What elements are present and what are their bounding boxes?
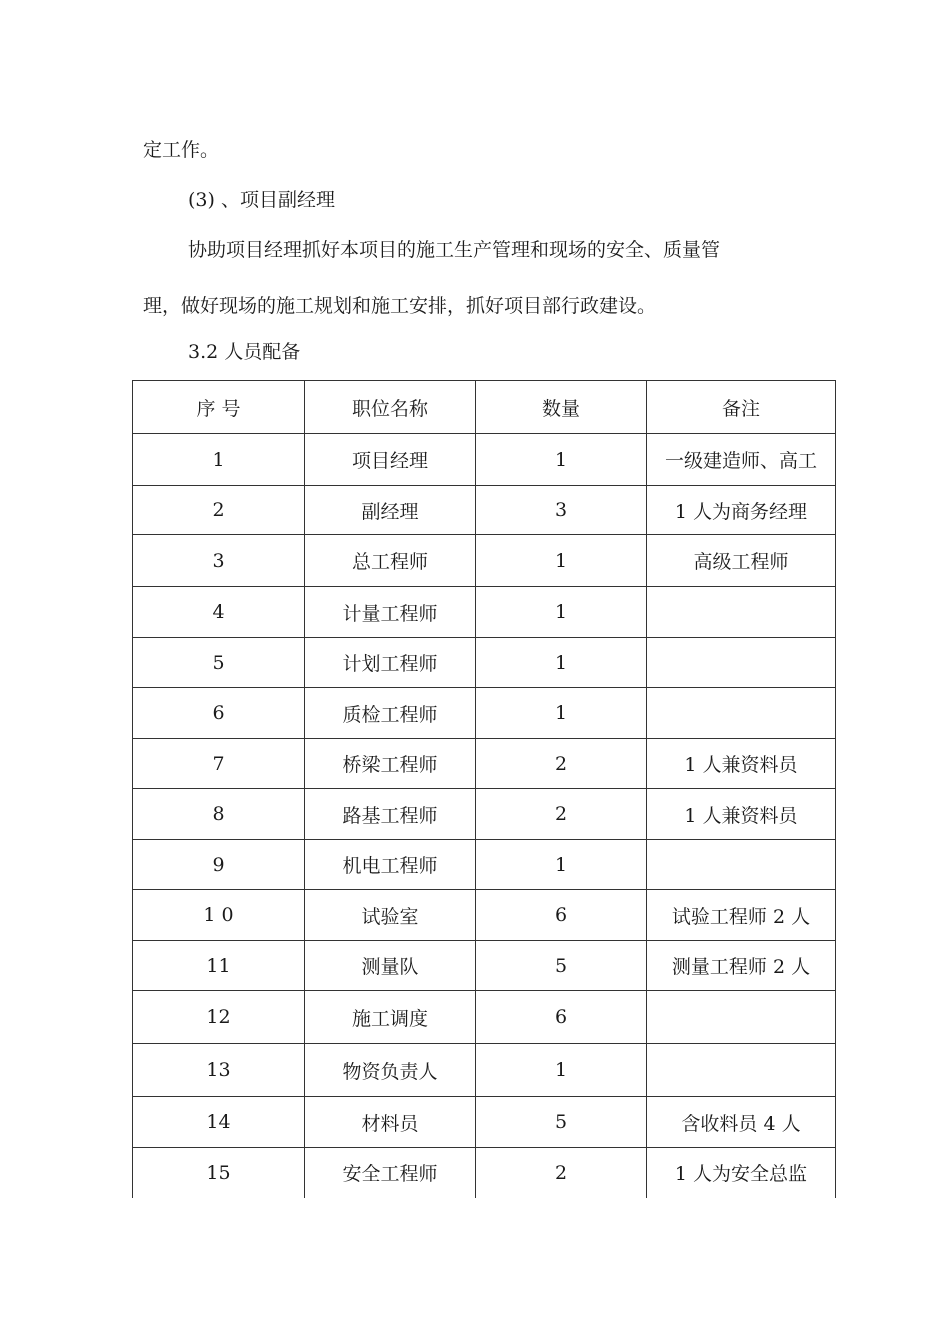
header-remark: 备注	[647, 381, 836, 434]
cell-position: 计量工程师	[305, 587, 476, 638]
cell-remark: 一级建造师、高工	[647, 434, 836, 486]
cell-count: 3	[476, 486, 647, 535]
cell-remark: 高级工程师	[647, 535, 836, 587]
cell-no: 15	[133, 1148, 305, 1198]
header-position: 职位名称	[305, 381, 476, 434]
table-row	[133, 1148, 836, 1198]
table-row	[133, 535, 836, 587]
cell-no: 8	[133, 789, 305, 840]
cell-remark: 1 人兼资料员	[647, 739, 836, 789]
table-row	[133, 1097, 836, 1148]
cell-position: 副经理	[305, 486, 476, 535]
cell-position: 路基工程师	[305, 789, 476, 840]
table-row	[133, 1044, 836, 1097]
cell-remark: 1 人兼资料员	[647, 789, 836, 840]
table-row	[133, 688, 836, 739]
cell-no: 6	[133, 688, 305, 739]
cell-count: 1	[476, 1044, 647, 1097]
cell-no: 7	[133, 739, 305, 789]
cell-remark	[647, 587, 836, 638]
cell-position: 计划工程师	[305, 638, 476, 688]
cell-count: 6	[476, 991, 647, 1044]
cell-position: 安全工程师	[305, 1148, 476, 1198]
table-row	[133, 739, 836, 789]
header-count: 数量	[476, 381, 647, 434]
cell-position: 项目经理	[305, 434, 476, 486]
cell-remark: 试验工程师 2 人	[647, 890, 836, 941]
paragraph-line-4: 理，做好现场的施工规划和施工安排，抓好项目部行政建设。	[143, 295, 657, 317]
table-row	[133, 486, 836, 535]
table-row	[133, 941, 836, 991]
cell-no: 2	[133, 486, 305, 535]
cell-remark	[647, 991, 836, 1044]
table-row	[133, 840, 836, 890]
cell-count: 1	[476, 840, 647, 890]
cell-count: 2	[476, 739, 647, 789]
paragraph-line-1: 定工作。	[143, 139, 220, 161]
table-row	[133, 991, 836, 1044]
cell-count: 6	[476, 890, 647, 941]
cell-no: 1	[133, 434, 305, 486]
cell-remark	[647, 1044, 836, 1097]
cell-position: 测量队	[305, 941, 476, 991]
table-row	[133, 638, 836, 688]
cell-no: 14	[133, 1097, 305, 1148]
cell-position: 机电工程师	[305, 840, 476, 890]
cell-no: 1 0	[133, 890, 305, 941]
cell-remark	[647, 638, 836, 688]
cell-position: 试验室	[305, 890, 476, 941]
cell-no: 5	[133, 638, 305, 688]
staffing-table	[132, 380, 836, 1198]
cell-count: 1	[476, 688, 647, 739]
cell-position: 施工调度	[305, 991, 476, 1044]
cell-count: 5	[476, 1097, 647, 1148]
cell-no: 4	[133, 587, 305, 638]
header-no: 序 号	[133, 381, 305, 434]
cell-no: 13	[133, 1044, 305, 1097]
cell-position: 材料员	[305, 1097, 476, 1148]
cell-count: 2	[476, 789, 647, 840]
cell-count: 1	[476, 587, 647, 638]
cell-position: 质检工程师	[305, 688, 476, 739]
cell-no: 3	[133, 535, 305, 587]
cell-count: 1	[476, 638, 647, 688]
cell-position: 物资负责人	[305, 1044, 476, 1097]
table-header-row	[133, 381, 836, 434]
cell-remark	[647, 688, 836, 739]
cell-count: 5	[476, 941, 647, 991]
table-row	[133, 434, 836, 486]
table-row	[133, 587, 836, 638]
cell-count: 2	[476, 1148, 647, 1198]
cell-no: 9	[133, 840, 305, 890]
cell-remark	[647, 840, 836, 890]
table-row	[133, 789, 836, 840]
section-title: 3.2 人员配备	[188, 341, 301, 363]
paragraph-line-3: 协助项目经理抓好本项目的施工生产管理和现场的安全、质量管	[188, 239, 721, 261]
cell-position: 桥梁工程师	[305, 739, 476, 789]
cell-no: 12	[133, 991, 305, 1044]
cell-remark: 含收料员 4 人	[647, 1097, 836, 1148]
table-row	[133, 890, 836, 941]
cell-no: 11	[133, 941, 305, 991]
cell-count: 1	[476, 535, 647, 587]
cell-count: 1	[476, 434, 647, 486]
cell-remark: 1 人为安全总监	[647, 1148, 836, 1198]
cell-remark: 测量工程师 2 人	[647, 941, 836, 991]
subsection-heading: (3) 、项目副经理	[188, 189, 335, 211]
cell-position: 总工程师	[305, 535, 476, 587]
cell-remark: 1 人为商务经理	[647, 486, 836, 535]
